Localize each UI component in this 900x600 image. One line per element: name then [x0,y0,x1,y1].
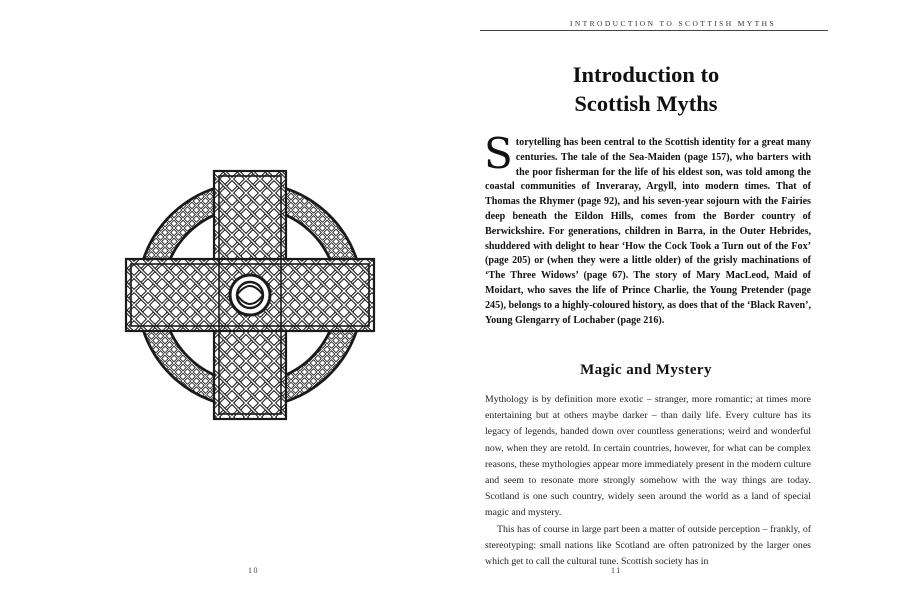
body-text [485,392,811,570]
chapter-title [480,60,812,118]
header-rule [480,30,828,31]
left-page-number: 10 [248,566,259,575]
section-heading: Magic and Mystery [580,362,712,378]
celtic-cross-illustration [120,165,380,425]
chapter-title-line-2: Scottish Myths [574,91,718,116]
chapter-title-line-1: Introduction to [572,62,720,87]
body-paragraph-1: Mythology is by definition more exotic – stranger, more romantic; at times more entertaining but at others maybe darker – than daily life. Every culture has its legacy of legends, handed down over countless generations; weird and wonderful now, when they are retold. In certain countries, however, for what can be complex reasons, these mythologies appear more immediately present in the modern culture and seem to resonate more strongly somehow with the way things are today. Scotland is one such country, widely seen around the world as a land of special magic and mystery. [485,394,811,519]
running-head: INTRODUCTION TO SCOTTISH MYTHS [569,19,777,28]
right-page-number: 11 [611,566,622,575]
drop-cap: S [484,129,513,178]
intro-text: torytelling has been central to the Scottish identity for a great many centuries. The tale of the Sea-Maiden (page 157), who barters with the poor fisherman for the life of his eldest son, was told among the coastal communities of Inveraray, Argyll, into modern times. That of Thomas the Rhymer (page 92), and his seven-year sojourn with the Fairies deep beneath the Eildon Hills, comes from the Border country of Berwickshire. For generations, children in Barra, in the Outer Hebrides, shuddered with delight to hear ‘How the Cock Took a Turn out of the Fox’ (page 205) or (when they were a little older) of the grisly machinations of ‘The Three Widows’ (page 67). The story of Mary MacLeod, Maid of Moidart, who saves the life of Prince Charlie, the Young Pretender (page 245), belongs to a highly-coloured history, as does that of the ‘Black Raven’, Young Glengarry of Lochaber (page 216). [485,137,811,326]
right-page [450,0,900,600]
body-paragraph-2: This has of course in large part been a matter of outside perception – frankly, of stereotyping: small nations like Scotland are often patronized by the larger ones which get to call the cultural tune. Scottish society has in [485,523,811,568]
intro-paragraph [484,129,811,328]
